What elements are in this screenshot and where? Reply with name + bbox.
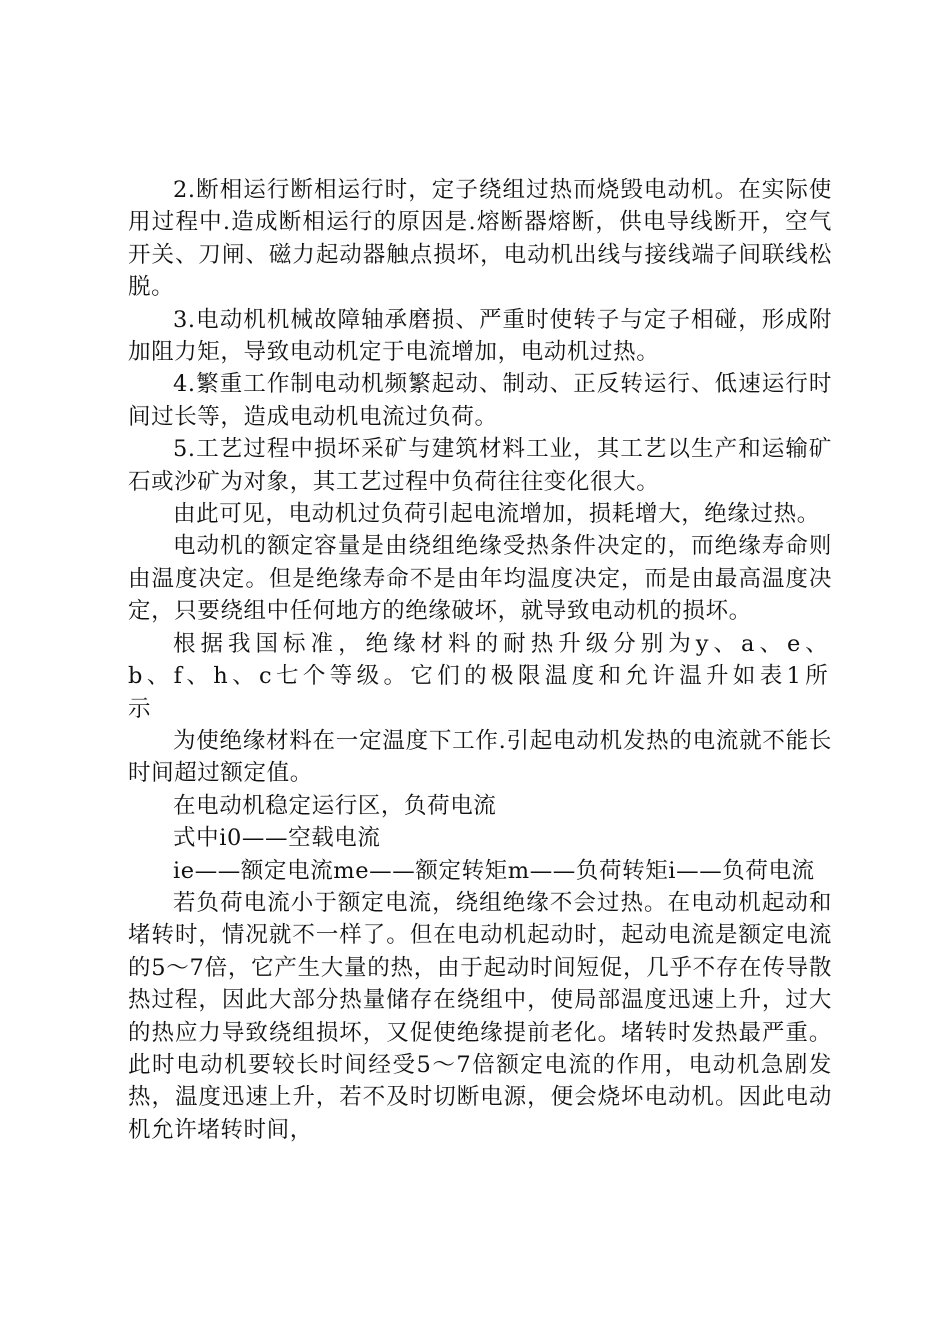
paragraph-process-damage: 5.工艺过程中损坏采矿与建筑材料工业，其工艺以生产和运输矿石或沙矿为对象，其工艺过程中负荷往往变化很大。 xyxy=(128,436,832,495)
document-body xyxy=(128,174,832,1146)
paragraph-phase-loss: 2.断相运行断相运行时，定子绕组过热而烧毁电动机。在实际使用过程中.造成断相运行的原因是.熔断器熔断，供电导线断开，空气开关、刀闸、磁力起动器触点损坏，电动机出线与接线端子间联线松脱。 xyxy=(128,177,832,301)
paragraph-formula-where: 式中i0——空载电流 xyxy=(173,825,381,852)
paragraph-conclusion: 由此可见，电动机过负荷引起电流增加，损耗增大，绝缘过热。 xyxy=(173,501,820,528)
paragraph-formula-symbols: ie——额定电流me——额定转矩m——负荷转矩i——负荷电流 xyxy=(173,857,815,884)
paragraph-rated-capacity: 电动机的额定容量是由绕组绝缘受热条件决定的，而绝缘寿命则由温度决定。但是绝缘寿命不是由年均温度决定，而是由最高温度决定，只要绕组中任何地方的绝缘破坏，就导致电动机的损坏。 xyxy=(128,533,832,625)
paragraph-insulation-classes: 根据我国标准，绝缘材料的耐热升级分别为y、a、e、b、f、h、c七个等级。它们的极限温度和允许温升如表1所示 xyxy=(128,630,832,722)
paragraph-mechanical-fault: 3.电动机机械故障轴承磨损、严重时使转子与定子相碰，形成附加阻力矩，导致电动机定于电流增加，电动机过热。 xyxy=(128,306,832,366)
paragraph-rated-current-limit: 为使绝缘材料在一定温度下工作.引起电动机发热的电流就不能长时间超过额定值。 xyxy=(128,727,832,787)
paragraph-startup-stall: 若负荷电流小于额定电流，绕组绝缘不会过热。在电动机起动和堵转时，情况就不一样了。但在电动机起动时，起动电流是额定电流的5～7倍，它产生大量的热，由于起动时间短促，几乎不存在传导散热过程，因此大部分热量储存在绕组中，使局部温度迅速上升，过大的热应力导致绕组损坏，又促使绝缘提前老化。堵转时发热最严重。此时电动机要较长时间经受5～7倍额定电流的作用，电动机急剧发热，温度迅速上升，若不及时切断电源，便会烧坏电动机。因此电动机允许堵转时间， xyxy=(128,889,832,1143)
paragraph-stable-region: 在电动机稳定运行区，负荷电流 xyxy=(173,792,497,819)
paragraph-heavy-duty: 4.繁重工作制电动机频繁起动、制动、正反转运行、低速运行时间过长等，造成电动机电流过负荷。 xyxy=(128,371,832,430)
